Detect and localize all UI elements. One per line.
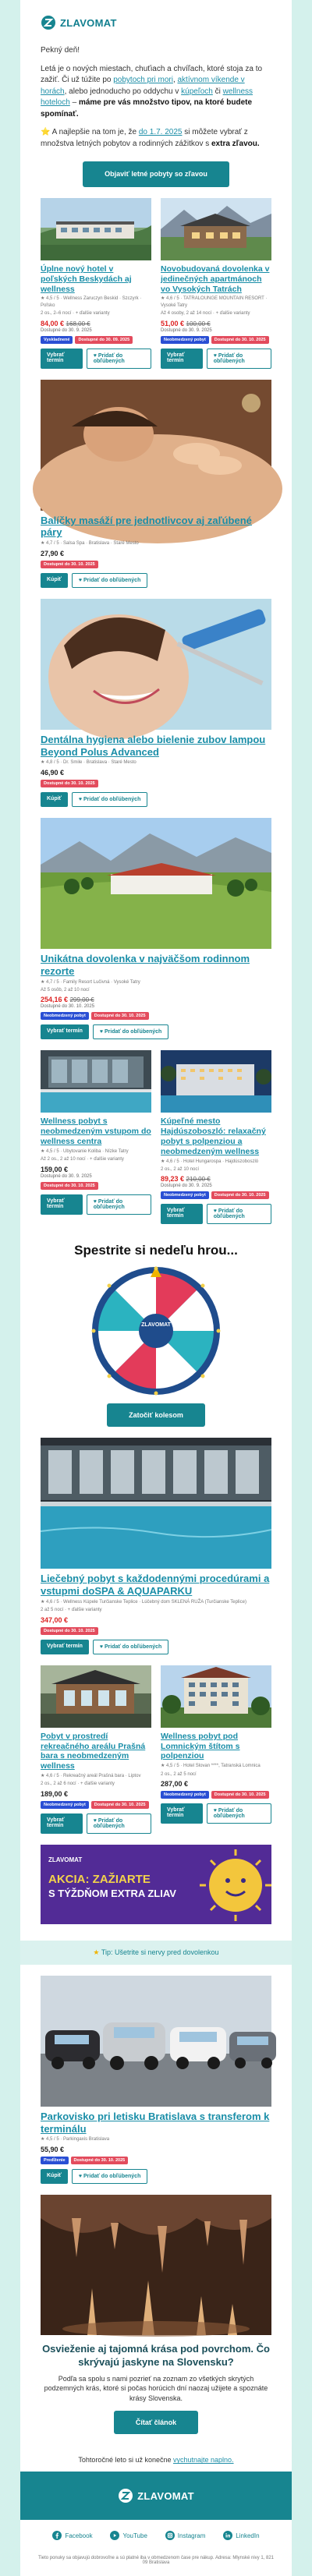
intro-bold: extra zľavou. <box>211 139 260 148</box>
add-favorite-button[interactable]: ♥ Pridať do obľúbených <box>87 349 151 369</box>
product-image-tatra-apartments[interactable] <box>161 198 271 260</box>
banner-line-2: S TÝŽDŇOM EXTRA ZLIAV <box>48 1887 176 1899</box>
product-image-wellness-pool[interactable] <box>41 1050 151 1113</box>
product-price: 287,00 € <box>161 1779 189 1788</box>
product-card <box>161 1050 271 1235</box>
product-tags <box>41 561 271 568</box>
facebook-icon <box>52 2531 62 2540</box>
price-current: 51,00 € <box>161 319 185 327</box>
product-actions <box>161 1204 271 1224</box>
product-image-family-resort[interactable] <box>41 818 271 949</box>
footer-logo[interactable] <box>118 2488 194 2503</box>
product-tags <box>161 1191 271 1199</box>
tag-unlimited: Neobmedzený pobyt <box>161 1791 209 1799</box>
product-actions <box>41 1813 151 1834</box>
read-article-button[interactable]: Čítať článok <box>114 2411 198 2434</box>
intro-cta-wrap <box>41 157 271 198</box>
header <box>20 0 292 45</box>
product-tags <box>41 1012 271 1020</box>
tag-unlimited: Neobmedzený pobyt <box>41 1012 89 1020</box>
product-meta-2: Až 4 osoby, 2 až 14 nocí · + ďalšie varianty <box>161 311 250 317</box>
promo-banner[interactable] <box>41 1845 271 1933</box>
social-linkedin[interactable] <box>223 2531 259 2540</box>
tip-text: Tip: Ušetrite si nervy pred dovolenkou <box>101 1948 219 1956</box>
product-actions <box>41 1024 271 1039</box>
greeting: Pekný deň! <box>41 46 80 55</box>
intro-bold: máme pre vás množstvo tipov, na ktoré budete spomínať. <box>41 98 253 119</box>
product-card <box>41 198 151 380</box>
product-tags <box>41 1801 151 1809</box>
tag-unlimited: Neobmedzený pobyt <box>161 336 209 344</box>
intro-text: Letá je o nových miestach, chuťiach a chvíľach, ktoré stoja za to zažiť. Či už túžite po <box>41 64 263 84</box>
add-favorite-button[interactable]: ♥ Pridať do obľúbených <box>207 1803 271 1824</box>
intro-text: si môžete vybrať z množstva letných pobytov a rodinných zážitkov s <box>41 128 248 148</box>
article-cave <box>20 2195 292 2446</box>
price-old: 168,00 € <box>66 320 90 327</box>
product-card-full <box>20 380 292 588</box>
article-image-cave[interactable] <box>20 2195 292 2335</box>
closing-text: Tohtoročné leto si už konečne <box>78 2456 173 2465</box>
add-favorite-button[interactable]: ♥ Pridať do obľúbených <box>93 1640 168 1654</box>
buy-button[interactable]: Kúpiť <box>41 792 68 807</box>
product-actions <box>161 1803 271 1824</box>
add-favorite-button[interactable]: ♥ Pridať do obľúbených <box>72 573 147 588</box>
link-sea[interactable]: pobytoch pri mori <box>113 76 173 84</box>
buy-button[interactable]: Kúpiť <box>41 2169 68 2184</box>
linkedin-icon <box>223 2531 232 2540</box>
product-meta: ★ 4,7 / 5 · Family Resort Lučivná · Vysoké Tatry <box>41 979 140 985</box>
summer-offers-button[interactable]: Objaviť letné pobyty so zľavou <box>83 161 229 187</box>
intro-text: , <box>172 76 178 84</box>
choose-date-button[interactable]: Vybrať termín <box>161 1204 203 1224</box>
product-valid: Dostupné do 30. 9. 2025 <box>41 1173 92 1179</box>
choose-date-button[interactable]: Vybrať termín <box>41 1024 89 1039</box>
facebook-label: Facebook <box>65 2532 93 2539</box>
spin-wheel-button[interactable]: Zatočiť kolesom <box>107 1403 205 1427</box>
product-actions <box>41 349 151 369</box>
social-instagram[interactable] <box>165 2531 206 2540</box>
closing-link[interactable]: vychutnajte naplno. <box>173 2456 234 2465</box>
product-tags <box>41 2157 271 2164</box>
link-spa[interactable]: kúpeľoch <box>181 87 213 96</box>
product-tags <box>41 1627 271 1635</box>
product-row <box>20 1050 292 1235</box>
choose-date-button[interactable]: Vybrať termín <box>41 1194 83 1215</box>
product-valid: Dostupné do 30. 9. 2025 <box>161 1184 212 1189</box>
choose-date-button[interactable]: Vybrať termín <box>41 1640 89 1654</box>
link-deadline[interactable]: do 1.7. 2025 <box>138 128 183 136</box>
product-meta: ★ 4,5 / 5 · Parkingaxis Bratislava <box>41 2137 110 2143</box>
banner-logo: ZLAVOMAT <box>48 1856 83 1863</box>
intro-text: – <box>69 98 79 107</box>
star-icon: ★ <box>93 1948 100 1956</box>
add-favorite-button[interactable]: ♥ Pridať do obľúbených <box>87 1194 151 1215</box>
social-links <box>20 2520 292 2551</box>
tag-available: Dostupné do 30. 10. 2025 <box>71 2157 129 2164</box>
product-image-parking[interactable] <box>41 1976 271 2107</box>
product-row <box>20 198 292 380</box>
product-price: 46,90 € <box>41 768 65 777</box>
product-price <box>161 1175 271 1183</box>
product-image-hajduszoboszlo[interactable] <box>161 1050 271 1113</box>
price-current: 89,23 € <box>161 1175 185 1184</box>
tag-available: Dostupné do 30. 10. 2025 <box>41 1182 98 1190</box>
tip-bar <box>20 1941 292 1965</box>
tag-stock: Vyskladnené <box>41 336 73 344</box>
legal-text: Tieto ponuky sa objavujú dobrovoľne a sú platné iba v obmedzenom čase pre nákup. Adresa: Mlynské nivy 1, 821 09 Bratislava <box>37 2556 275 2566</box>
product-tags <box>161 1791 271 1799</box>
product-actions <box>41 1194 151 1215</box>
tag-available: Dostupné do 30. 10. 2025 <box>211 1791 269 1799</box>
product-actions <box>41 1640 271 1654</box>
product-title[interactable]: Wellness pobyt s neobmedzeným vstupom do wellness centra <box>41 1116 151 1146</box>
product-title[interactable]: Parkovisko pri letisku Bratislava s transferom k terminálu <box>41 2110 270 2135</box>
tag-available: Dostupné do 30. 10. 2025 <box>91 1012 149 1020</box>
tag-available: Dostupné do 30. 10. 2025 <box>41 561 98 568</box>
add-favorite-button[interactable]: ♥ Pridať do obľúbených <box>207 349 271 369</box>
product-meta: ★ 4,5 / 5 · Hotel Slovan ****, Tatranská Lomnica <box>161 1764 261 1769</box>
intro-section <box>20 45 292 198</box>
footer-brand-name: ZLAVOMAT <box>137 2489 194 2502</box>
product-meta-2: 2 os., 2–6 nocí · + ďalšie varianty <box>41 311 110 317</box>
product-card <box>161 1665 271 1845</box>
tag-available: Dostupné do 30. 10. 2025 <box>41 1627 98 1635</box>
tag-available: Dostupné do 30. 10. 2025 <box>211 1191 269 1199</box>
closing-line <box>20 2445 292 2472</box>
product-title[interactable]: Novobudovaná dovolenka v jedinečných apartmánoch vo Vysokých Tatrách <box>161 264 270 294</box>
product-meta: ★ 4,6 / 5 · Wellness Kúpele Turčianske Teplice · Lúčebný dom SKLENÁ RUŽA (Turčianske Teplice) <box>41 1600 246 1605</box>
email-body <box>20 0 292 2576</box>
product-meta-2: 2 až 5 nocí · + ďalšie varianty <box>41 1608 102 1613</box>
youtube-icon <box>110 2531 119 2540</box>
social-facebook[interactable] <box>52 2531 92 2540</box>
product-price: 27,90 € <box>41 549 65 557</box>
wheel-title: Spestrite si nedeľu hrou... <box>74 1243 238 1258</box>
product-actions <box>161 349 271 369</box>
product-title[interactable]: Balíčky masáží pre jednotlivcov aj zaľúbené páry <box>41 514 252 539</box>
tag-available: Dostupné do 30. 10. 2025 <box>211 336 269 344</box>
product-card <box>161 198 271 380</box>
add-favorite-button[interactable]: ♥ Pridať do obľúbených <box>72 2169 147 2184</box>
product-meta: ★ 4,7 / 5 · Salsa Spa · Bratislava · Staré Mesto <box>41 541 139 547</box>
tag-available: Dostupné do 30. 10. 2025 <box>41 780 98 787</box>
add-favorite-button[interactable]: ♥ Pridať do obľúbených <box>87 1813 151 1834</box>
product-price: 55,90 € <box>41 2145 65 2153</box>
tag-unlimited: Neobmedzený pobyt <box>41 1801 89 1809</box>
price-old: 299,00 € <box>69 996 94 1004</box>
product-image-dental[interactable] <box>41 599 271 730</box>
logo-icon <box>118 2488 133 2503</box>
product-card <box>41 1050 151 1235</box>
product-price: 189,00 € <box>41 1789 69 1798</box>
product-image-hotel-slovan[interactable] <box>161 1665 271 1728</box>
brand-logo[interactable] <box>41 15 117 30</box>
product-meta: ★ 4,5 / 5 · Ubytovanie Koliba · Nízke Tatry <box>41 1148 129 1154</box>
product-image-hotel-beskydy[interactable] <box>41 198 151 260</box>
product-valid: Dostupné do 30. 9. 2025 <box>41 327 92 333</box>
product-meta: ★ 4,6 / 5 · Rekreačný areál Prašná bara · Liptov <box>41 1773 141 1778</box>
article-body <box>20 2335 292 2446</box>
add-favorite-button[interactable]: ♥ Pridať do obľúbených <box>72 792 147 807</box>
product-image-spa-aquapark[interactable] <box>41 1438 271 1569</box>
banner-line-1: AKCIA: ZAŽIARTE <box>48 1872 151 1886</box>
price-current: 84,00 € <box>41 319 65 327</box>
product-meta: ★ 4,5 / 5 · Wellness Zaruczyn Beskid · Szczyrk · Poľsko <box>41 296 142 308</box>
product-actions <box>41 573 271 588</box>
product-title[interactable]: Wellness pobyt pod Lomnickým štítom s polpenziou <box>161 1731 240 1761</box>
choose-date-button[interactable]: Vybrať termín <box>161 1803 203 1824</box>
product-title[interactable]: Pobyt v prostredí rekreačného areálu Prašná bara s neobmedzeným wellness <box>41 1731 146 1771</box>
product-actions <box>41 792 271 807</box>
product-actions <box>41 2169 271 2184</box>
price-old: 210,00 € <box>186 1176 211 1184</box>
product-price <box>41 320 151 327</box>
product-valid: Dostupné do 30. 10. 2025 <box>41 1004 95 1010</box>
product-tags <box>41 780 271 787</box>
instagram-label: Instagram <box>177 2532 206 2539</box>
product-row <box>20 1665 292 1845</box>
product-meta-2: Až 5 osôb, 2 až 10 nocí <box>41 987 90 993</box>
product-image-prasna-bara[interactable] <box>41 1665 151 1728</box>
product-title[interactable]: Liečebný pobyt s každodennými procedúrami a vstupmi doSPA & AQUAPARKU <box>41 1573 270 1598</box>
social-youtube[interactable] <box>110 2531 147 2540</box>
product-title[interactable]: Dentálna hygiena alebo bielenie zubov lampou Beyond Polus Advanced <box>41 733 266 758</box>
product-valid: Dostupné do 30. 9. 2025 <box>161 327 212 333</box>
product-price: 159,00 € <box>41 1165 69 1173</box>
add-favorite-button[interactable]: ♥ Pridať do obľúbených <box>93 1024 168 1039</box>
choose-date-button[interactable]: Vybrať termín <box>41 1813 83 1834</box>
product-meta-2: Až 2 os., 2 až 10 nocí · + ďalšie varianty <box>41 1157 124 1162</box>
logo-icon <box>41 15 56 30</box>
product-meta-2: 2 os., 2 až 5 nocí <box>161 1771 197 1777</box>
youtube-label: YouTube <box>122 2532 147 2539</box>
product-image-massage[interactable] <box>41 380 271 511</box>
brand-name: ZLAVOMAT <box>60 16 117 29</box>
tag-available: Dostupné do 30. 09. 2025 <box>75 336 133 344</box>
article-text: Podľa sa spolu s nami pozrieť na zoznam zo všetkých skrytých podzemných krás, ktoré si počas horúcich dní naozaj užijete a spoznáte krásy Slovenska. <box>44 2374 268 2402</box>
buy-button[interactable]: Kúpiť <box>41 573 68 588</box>
intro-text: či <box>212 87 223 96</box>
intro-paragraph <box>41 64 271 121</box>
link-wellness[interactable]: wellness hoteloch <box>41 87 254 107</box>
choose-date-button[interactable]: Vybrať termín <box>41 349 83 369</box>
product-meta: ★ 4,8 / 5 · Dr. Smile · Bratislava · Staré Mesto <box>41 760 136 766</box>
product-tags <box>41 1182 151 1190</box>
product-title[interactable]: Úplne nový hotel v poľských Beskydách aj wellness <box>41 264 132 294</box>
choose-date-button[interactable]: Vybrať termín <box>161 349 203 369</box>
add-favorite-button[interactable]: ♥ Pridať do obľúbených <box>207 1204 271 1224</box>
product-meta: ★ 4,6 / 5 · Hotel Hungarospa · Hajdúszoboszló <box>161 1159 259 1164</box>
price-old: 100,00 € <box>186 320 211 327</box>
product-price: 347,00 € <box>41 1615 69 1624</box>
intro-paragraph-2 <box>41 127 271 150</box>
product-price <box>41 996 271 1003</box>
link-mountains[interactable]: aktívnom víkende v horách <box>41 76 245 96</box>
product-card-full <box>20 1438 292 1654</box>
product-title[interactable]: Kúpeľné mesto Hajdúszoboszló: relaxačný pobyt s polpenziou a neobmedzeným wellness <box>161 1116 266 1156</box>
wheel-section <box>20 1235 292 1438</box>
tag-available: Dostupné do 30. 10. 2025 <box>91 1801 149 1809</box>
article-title: Osvieženie aj tajomná krása pod povrchom. Čo skrývajú jaskyne na Slovensku? <box>42 2342 270 2368</box>
intro-text: , alebo jednoducho po oddychu v <box>64 87 182 96</box>
product-card <box>41 1665 151 1845</box>
fortune-wheel-icon[interactable] <box>20 1265 292 1397</box>
product-title[interactable]: Unikátna dovolenka v najväčšom rodinnom rezorte <box>41 952 250 977</box>
product-meta: ★ 4,6 / 5 · TATRALOUNGE MOUNTAIN RESORT · Vysoké Tatry <box>161 296 268 308</box>
tag-unlimited: Neobmedzený pobyt <box>161 1191 209 1199</box>
product-tags <box>41 336 151 344</box>
tag-extension: Predĺženie <box>41 2157 69 2164</box>
product-meta-2: 2 os., 2 až 10 nocí <box>161 1166 200 1172</box>
price-current: 254,16 € <box>41 996 69 1004</box>
footer-brand <box>20 2472 292 2520</box>
product-tags <box>161 336 271 344</box>
intro-text: ⭐ A najlepšie na tom je, že <box>41 128 139 136</box>
linkedin-label: LinkedIn <box>236 2532 260 2539</box>
instagram-icon <box>165 2531 175 2540</box>
product-card-full <box>20 818 292 1040</box>
product-price <box>161 320 271 327</box>
product-card-full <box>20 1976 292 2184</box>
product-card-full <box>20 599 292 807</box>
product-meta-2: 2 os., 2 až 6 nocí · + ďalšie varianty <box>41 1782 115 1787</box>
